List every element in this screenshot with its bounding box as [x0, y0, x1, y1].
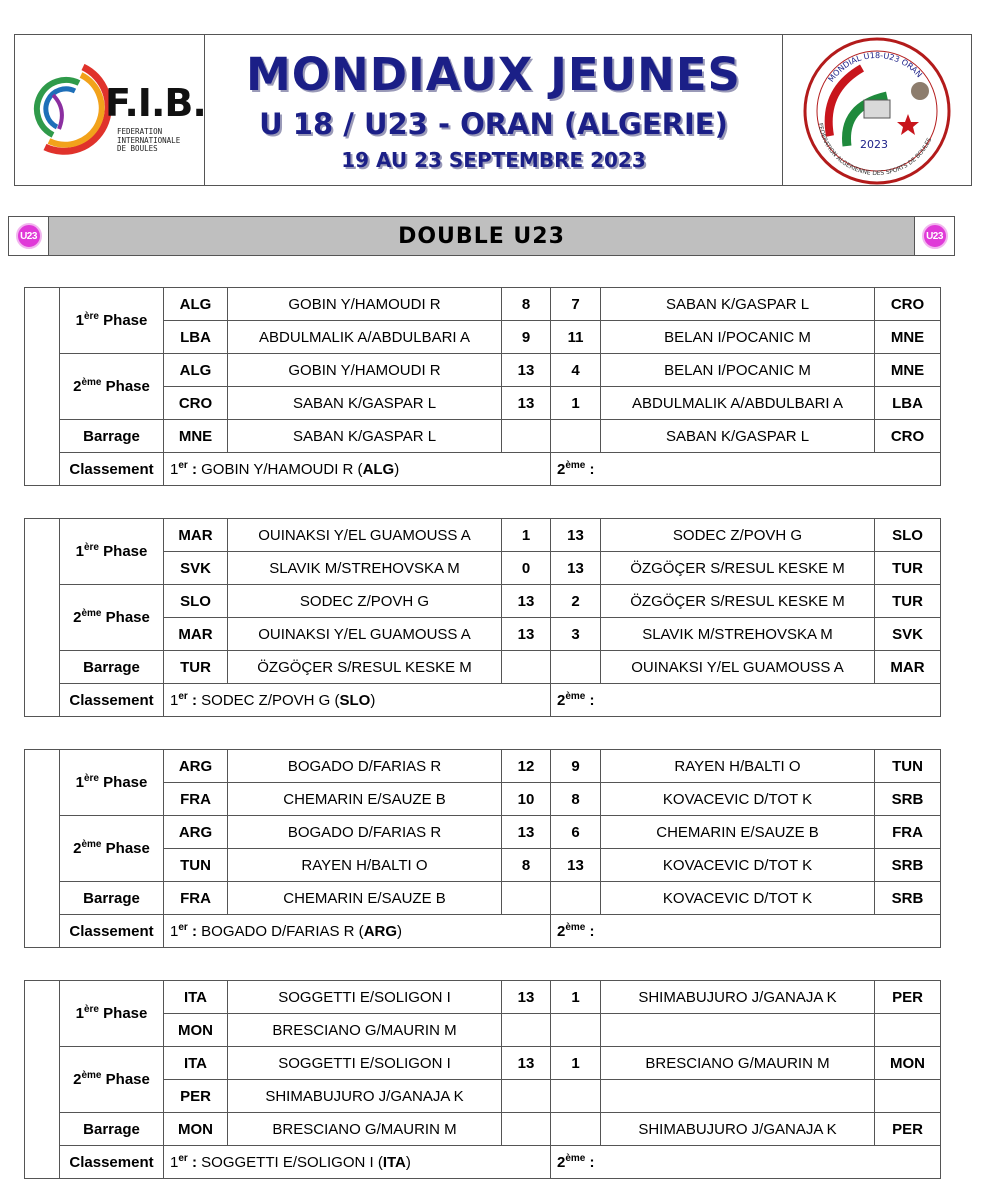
pool-name-cell	[25, 750, 60, 948]
first-place: 1er : SODEC Z/POVH G (SLO)	[164, 684, 551, 717]
team-a: GOBIN Y/HAMOUDI R	[228, 354, 502, 387]
event-title-block	[205, 35, 783, 185]
score-a	[502, 1080, 551, 1113]
pool-table	[24, 980, 941, 1179]
first-place-number: 1	[170, 922, 179, 940]
score-a	[502, 1113, 551, 1146]
phase-2-label	[60, 816, 164, 882]
second-place	[551, 915, 941, 948]
score-a: 13	[502, 981, 551, 1014]
phase-number: 2	[73, 1071, 82, 1088]
second-place-number: 2	[557, 1153, 566, 1171]
score-a: 0	[502, 552, 551, 585]
score-b	[551, 1113, 601, 1146]
country-code-a: SVK	[164, 552, 228, 585]
score-b: 13	[551, 552, 601, 585]
country-code-b	[875, 1080, 941, 1113]
second-place-ordinal: ème	[565, 690, 586, 702]
country-code-b: TUR	[875, 585, 941, 618]
barrage-label: Barrage	[60, 420, 164, 453]
team-a: BOGADO D/FARIAS R	[228, 750, 502, 783]
second-place	[551, 453, 941, 486]
phase-ordinal: ème	[81, 377, 102, 388]
phase-number: 2	[73, 840, 82, 857]
country-code-a: MAR	[164, 519, 228, 552]
phase-word: Phase	[101, 378, 150, 395]
team-a: SABAN K/GASPAR L	[228, 387, 502, 420]
first-place-team: BOGADO D/FARIAS R	[201, 922, 355, 940]
u23-badge-icon: U23	[16, 223, 42, 249]
country-code-a: SLO	[164, 585, 228, 618]
score-b: 2	[551, 585, 601, 618]
team-a: BRESCIANO G/MAURIN M	[228, 1014, 502, 1047]
country-code-a: MAR	[164, 618, 228, 651]
phase-1-label	[60, 288, 164, 354]
team-b	[601, 1014, 875, 1047]
team-b: SABAN K/GASPAR L	[601, 288, 875, 321]
score-a: 13	[502, 816, 551, 849]
score-a	[502, 420, 551, 453]
match-row	[25, 816, 941, 849]
score-b: 6	[551, 816, 601, 849]
category-title: DOUBLE U23	[49, 217, 914, 255]
phase-word: Phase	[98, 543, 148, 560]
pool-table	[24, 518, 941, 717]
country-code-a: PER	[164, 1080, 228, 1113]
team-b: RAYEN H/BALTI O	[601, 750, 875, 783]
team-a: ABDULMALIK A/ABDULBARI A	[228, 321, 502, 354]
team-b: SODEC Z/POVH G	[601, 519, 875, 552]
country-code-a: MON	[164, 1113, 228, 1146]
match-row	[25, 519, 941, 552]
phase-ordinal: ème	[81, 608, 102, 619]
oran-emblem-icon	[802, 36, 952, 186]
country-code-b: SVK	[875, 618, 941, 651]
country-code-b: PER	[875, 981, 941, 1014]
match-row	[25, 981, 941, 1014]
classement-row	[25, 915, 941, 948]
score-b: 3	[551, 618, 601, 651]
second-place-colon: :	[585, 691, 595, 709]
phase-word: Phase	[101, 840, 150, 857]
score-b: 11	[551, 321, 601, 354]
team-a: CHEMARIN E/SAUZE B	[228, 882, 502, 915]
country-code-a: MNE	[164, 420, 228, 453]
phase-number: 1	[75, 312, 84, 329]
score-a: 12	[502, 750, 551, 783]
team-a: OUINAKSI Y/EL GUAMOUSS A	[228, 519, 502, 552]
team-b: BRESCIANO G/MAURIN M	[601, 1047, 875, 1080]
classement-label: Classement	[60, 453, 164, 486]
team-a: BOGADO D/FARIAS R	[228, 816, 502, 849]
team-a: SLAVIK M/STREHOVSKA M	[228, 552, 502, 585]
score-b: 8	[551, 783, 601, 816]
phase-ordinal: ère	[83, 773, 99, 784]
phase-1-label	[60, 519, 164, 585]
barrage-row	[25, 882, 941, 915]
classement-row	[25, 1146, 941, 1179]
second-place-number: 2	[557, 691, 566, 709]
score-a	[502, 1014, 551, 1047]
country-code-b: MAR	[875, 651, 941, 684]
first-place-colon: :	[187, 1153, 197, 1171]
country-code-a: CRO	[164, 387, 228, 420]
score-b: 9	[551, 750, 601, 783]
event-subtitle: U 18 / U23 - ORAN (ALGERIE)	[259, 107, 728, 141]
country-code-b: LBA	[875, 387, 941, 420]
event-dates: 19 AU 23 SEPTEMBRE 2023	[341, 148, 646, 172]
barrage-label: Barrage	[60, 1113, 164, 1146]
score-a: 10	[502, 783, 551, 816]
phase-ordinal: ère	[83, 542, 99, 553]
score-b: 4	[551, 354, 601, 387]
team-a: SODEC Z/POVH G	[228, 585, 502, 618]
barrage-label: Barrage	[60, 651, 164, 684]
country-code-b: SRB	[875, 849, 941, 882]
phase-ordinal: ère	[83, 1004, 99, 1015]
category-banner	[8, 216, 955, 256]
phase-2-label	[60, 585, 164, 651]
country-code-a: LBA	[164, 321, 228, 354]
first-place-team: SOGGETTI E/SOLIGON I	[201, 1153, 374, 1171]
first-place-team: GOBIN Y/HAMOUDI R	[201, 460, 354, 478]
score-a: 13	[502, 618, 551, 651]
barrage-row	[25, 420, 941, 453]
classement-label: Classement	[60, 684, 164, 717]
score-a: 8	[502, 849, 551, 882]
fib-logo-subtitle: FEDERATION INTERNATIONALE DE BOULES	[117, 127, 181, 153]
phase-1-label	[60, 750, 164, 816]
team-b: ABDULMALIK A/ABDULBARI A	[601, 387, 875, 420]
phase-1-label	[60, 981, 164, 1047]
first-place-colon: :	[187, 460, 197, 478]
first-place-ordinal: er	[178, 1152, 188, 1164]
pool-table	[24, 749, 941, 948]
score-a	[502, 651, 551, 684]
oran-event-logo	[783, 35, 971, 185]
classement-label: Classement	[60, 1146, 164, 1179]
country-code-a: TUR	[164, 651, 228, 684]
pool-name-cell	[25, 981, 60, 1179]
country-code-b: SRB	[875, 882, 941, 915]
country-code-a: TUN	[164, 849, 228, 882]
country-code-b: TUR	[875, 552, 941, 585]
first-place: 1er : GOBIN Y/HAMOUDI R (ALG)	[164, 453, 551, 486]
pool-table	[24, 287, 941, 486]
match-row	[25, 288, 941, 321]
phase-word: Phase	[98, 774, 148, 791]
score-a: 13	[502, 585, 551, 618]
score-a: 13	[502, 1047, 551, 1080]
first-place-code: ARG	[363, 922, 398, 940]
score-b: 1	[551, 981, 601, 1014]
country-code-a: ALG	[164, 354, 228, 387]
match-row	[25, 750, 941, 783]
score-a: 1	[502, 519, 551, 552]
second-place-number: 2	[557, 460, 566, 478]
score-a	[502, 882, 551, 915]
phase-ordinal: ère	[83, 311, 99, 322]
country-code-b	[875, 1014, 941, 1047]
pool-name-cell	[25, 288, 60, 486]
barrage-row	[25, 1113, 941, 1146]
barrage-label: Barrage	[60, 882, 164, 915]
team-a: BRESCIANO G/MAURIN M	[228, 1113, 502, 1146]
score-b: 1	[551, 387, 601, 420]
first-place-number: 1	[170, 691, 179, 709]
event-title: MONDIAUX JEUNES	[246, 48, 741, 101]
pool-name-cell	[25, 519, 60, 717]
phase-number: 1	[75, 774, 84, 791]
country-code-a: MON	[164, 1014, 228, 1047]
country-code-b: PER	[875, 1113, 941, 1146]
country-code-b: CRO	[875, 420, 941, 453]
classement-row	[25, 453, 941, 486]
country-code-a: ALG	[164, 288, 228, 321]
second-place-ordinal: ème	[565, 1152, 586, 1164]
country-code-b: SLO	[875, 519, 941, 552]
phase-ordinal: ème	[81, 839, 102, 850]
country-code-a: ITA	[164, 981, 228, 1014]
score-b	[551, 1080, 601, 1113]
first-place-ordinal: er	[178, 459, 188, 471]
first-place-code: SLO	[339, 691, 371, 709]
phase-number: 1	[75, 1005, 84, 1022]
team-a: SHIMABUJURO J/GANAJA K	[228, 1080, 502, 1113]
first-place-code: ITA	[382, 1153, 406, 1171]
match-row	[25, 585, 941, 618]
match-row	[25, 354, 941, 387]
barrage-row	[25, 651, 941, 684]
team-b: SHIMABUJURO J/GANAJA K	[601, 981, 875, 1014]
second-place	[551, 684, 941, 717]
phase-word: Phase	[98, 312, 148, 329]
country-code-a: FRA	[164, 783, 228, 816]
oran-logo-arc-text: MONDIAL U18-U23 ORAN	[826, 50, 924, 84]
score-a: 13	[502, 354, 551, 387]
phase-number: 2	[73, 609, 82, 626]
score-b: 7	[551, 288, 601, 321]
team-b: SHIMABUJURO J/GANAJA K	[601, 1113, 875, 1146]
team-b: SABAN K/GASPAR L	[601, 420, 875, 453]
event-header	[14, 34, 972, 186]
first-place-ordinal: er	[178, 921, 188, 933]
score-a: 9	[502, 321, 551, 354]
team-a: ÖZGÖÇER S/RESUL KESKE M	[228, 651, 502, 684]
country-code-b: FRA	[875, 816, 941, 849]
fib-logo	[15, 35, 205, 185]
country-code-b: MNE	[875, 321, 941, 354]
score-b	[551, 420, 601, 453]
team-b: BELAN I/POCANIC M	[601, 321, 875, 354]
score-b	[551, 651, 601, 684]
first-place-number: 1	[170, 1153, 179, 1171]
phase-word: Phase	[101, 609, 150, 626]
first-place: 1er : BOGADO D/FARIAS R (ARG)	[164, 915, 551, 948]
first-place-colon: :	[187, 922, 197, 940]
fib-ring-icon	[23, 55, 113, 165]
classement-label: Classement	[60, 915, 164, 948]
phase-2-label	[60, 1047, 164, 1113]
second-place	[551, 1146, 941, 1179]
first-place-number: 1	[170, 460, 179, 478]
team-b: ÖZGÖÇER S/RESUL KESKE M	[601, 585, 875, 618]
team-a: RAYEN H/BALTI O	[228, 849, 502, 882]
country-code-b: CRO	[875, 288, 941, 321]
team-a: SOGGETTI E/SOLIGON I	[228, 1047, 502, 1080]
team-a: CHEMARIN E/SAUZE B	[228, 783, 502, 816]
score-b	[551, 1014, 601, 1047]
country-code-b: MNE	[875, 354, 941, 387]
first-place-team: SODEC Z/POVH G	[201, 691, 331, 709]
team-b: KOVACEVIC D/TOT K	[601, 882, 875, 915]
score-a: 8	[502, 288, 551, 321]
second-place-ordinal: ème	[565, 459, 586, 471]
second-place-ordinal: ème	[565, 921, 586, 933]
second-place-number: 2	[557, 922, 566, 940]
score-b: 13	[551, 519, 601, 552]
team-b: BELAN I/POCANIC M	[601, 354, 875, 387]
country-code-a: ITA	[164, 1047, 228, 1080]
oran-logo-bottom-text: FEDERATION ALGERIENNE DES SPORTS DE BOULES	[816, 122, 934, 178]
score-b	[551, 882, 601, 915]
country-code-b: MON	[875, 1047, 941, 1080]
first-place-code: ALG	[362, 460, 395, 478]
team-b: OUINAKSI Y/EL GUAMOUSS A	[601, 651, 875, 684]
fib-logo-name: F.I.B.	[105, 81, 206, 125]
country-code-b: SRB	[875, 783, 941, 816]
team-b: KOVACEVIC D/TOT K	[601, 783, 875, 816]
classement-row	[25, 684, 941, 717]
team-b: KOVACEVIC D/TOT K	[601, 849, 875, 882]
phase-number: 1	[75, 543, 84, 560]
team-a: SABAN K/GASPAR L	[228, 420, 502, 453]
team-a: SOGGETTI E/SOLIGON I	[228, 981, 502, 1014]
second-place-colon: :	[585, 1153, 595, 1171]
score-b: 1	[551, 1047, 601, 1080]
team-b: SLAVIK M/STREHOVSKA M	[601, 618, 875, 651]
score-b: 13	[551, 849, 601, 882]
phase-ordinal: ème	[81, 1070, 102, 1081]
country-code-a: ARG	[164, 750, 228, 783]
score-a: 13	[502, 387, 551, 420]
u23-badge-icon: U23	[922, 223, 948, 249]
second-place-colon: :	[585, 460, 595, 478]
phase-word: Phase	[101, 1071, 150, 1088]
oran-logo-year: 2023	[860, 138, 888, 151]
first-place-ordinal: er	[178, 690, 188, 702]
second-place-colon: :	[585, 922, 595, 940]
country-code-a: FRA	[164, 882, 228, 915]
team-b	[601, 1080, 875, 1113]
team-a: OUINAKSI Y/EL GUAMOUSS A	[228, 618, 502, 651]
match-row	[25, 1047, 941, 1080]
phase-number: 2	[73, 378, 82, 395]
phase-word: Phase	[98, 1005, 148, 1022]
country-code-b: TUN	[875, 750, 941, 783]
team-b: CHEMARIN E/SAUZE B	[601, 816, 875, 849]
team-a: GOBIN Y/HAMOUDI R	[228, 288, 502, 321]
first-place: 1er : SOGGETTI E/SOLIGON I (ITA)	[164, 1146, 551, 1179]
first-place-colon: :	[187, 691, 197, 709]
phase-2-label	[60, 354, 164, 420]
country-code-a: ARG	[164, 816, 228, 849]
team-b: ÖZGÖÇER S/RESUL KESKE M	[601, 552, 875, 585]
